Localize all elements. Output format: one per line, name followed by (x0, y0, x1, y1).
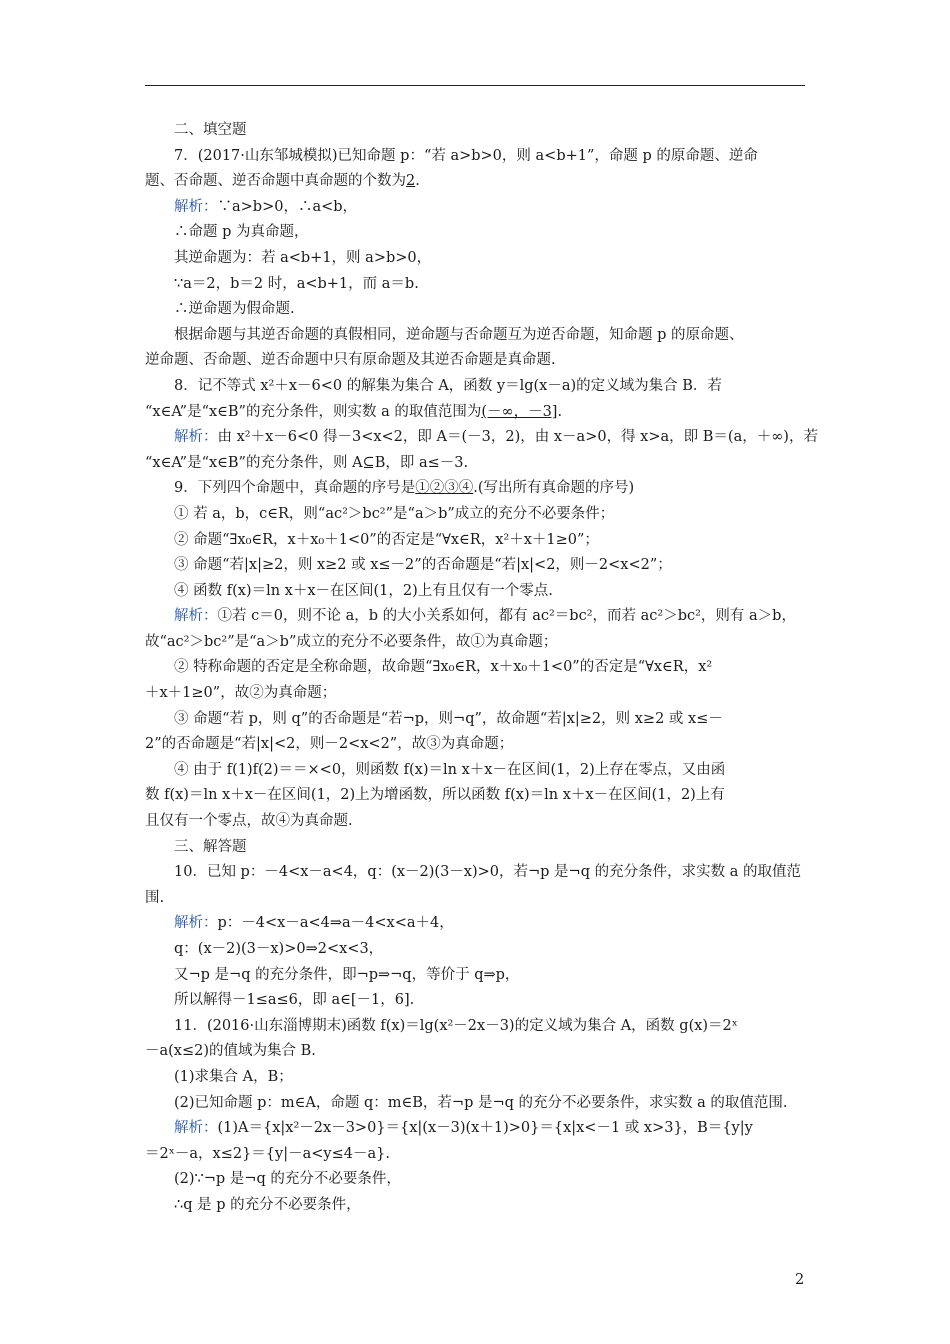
text-run: 根据命题与其逆否命题的真假相同，逆命题与否命题互为逆否命题，知命题 p 的原命题、 (174, 326, 744, 343)
text-line (145, 1193, 805, 1219)
text-line (145, 783, 805, 809)
text-run: 围. (145, 889, 165, 906)
text-line (145, 246, 805, 272)
text-line (145, 400, 805, 426)
text-run: 其逆命题为：若 a<b+1，则 a>b>0， (174, 249, 432, 266)
text-run: “x∈A”是“x∈B”的充分条件，则实数 a 的取值范围为 (145, 403, 482, 420)
text-line (145, 655, 805, 681)
analysis-label: 解析： (174, 915, 218, 932)
text-run: ＋x＋1≥0”，故②为真命题； (145, 685, 337, 702)
text-run: ∵a>b>0，∴a<b， (217, 198, 358, 215)
text-run: ① 若 a，b，c∈R，则“ac²＞bc²”是“a＞b”成立的充分不必要条件； (174, 505, 615, 522)
text-line (145, 1014, 805, 1040)
text-run: ② 特称命题的否定是全称命题，故命题“∃x₀∈R，x＋x₀＋1<0”的否定是“∀x∈R，x² (174, 659, 713, 676)
text-run: “x∈A”是“x∈B”的充分条件，则 A⊆B，即 a≤－3. (145, 454, 469, 471)
text-line (145, 528, 805, 554)
text-run: 由 x²＋x－6<0 得－3<x<2，即 A＝(－3，2)，由 x－a>0，得 x>a，即 B＝(a，＋∞)，若 (217, 429, 818, 446)
text-line (145, 169, 805, 195)
text-run: (1)求集合 A，B； (174, 1068, 293, 1085)
text-line (145, 809, 805, 835)
analysis-label: 解析： (174, 198, 218, 215)
text-run: 数 f(x)＝ln x＋x－在区间(1，2)上为增函数，所以函数 f(x)＝ln x＋x－在区间(1，2)上有 (145, 787, 725, 804)
text-run: 11．(2016·山东淄博期末)函数 f(x)＝lg(x²－2x－3)的定义域为集合 A，函数 g(x)＝2ˣ (174, 1017, 738, 1034)
text-run: 又¬p 是¬q 的充分条件，即¬p⇒¬q，等价于 q⇒p， (174, 966, 520, 983)
text-line (145, 144, 805, 170)
text-line (145, 963, 805, 989)
text-run: (2)已知命题 p：m∈A，命题 q：m∈B，若¬p 是¬q 的充分不必要条件，求实数 a 的取值范围. (174, 1094, 788, 1111)
text-run: 逆命题、否命题、逆否命题中只有原命题及其逆否命题是真命题. (145, 352, 556, 369)
text-run: ＝2ˣ－a，x≤2}＝{y|－a<y≤4－a}. (145, 1145, 390, 1162)
text-run: . (415, 173, 420, 190)
text-line (145, 1091, 805, 1117)
text-run: 8．记不等式 x²＋x－6<0 的解集为集合 A，函数 y＝lg(x－a)的定义域为集合 B．若 (174, 377, 722, 394)
text-line (145, 1065, 805, 1091)
text-line (145, 195, 805, 221)
text-run: 二、填空题 (174, 122, 247, 138)
text-run: ①若 c＝0，则不论 a，b 的大小关系如何，都有 ac²＝bc²，而若 ac²＞bc²，则有 a＞b， (217, 608, 796, 625)
text-line (145, 1116, 805, 1142)
text-line (145, 860, 805, 886)
text-line (145, 1142, 805, 1168)
text-run: ③ 命题“若|x|≥2，则 x≥2 或 x≤－2”的否命题是“若|x|<2，则－2<x<2”； (174, 557, 672, 574)
text-run: p：－4<x－a<4⇒a－4<x<a＋4， (217, 915, 454, 932)
text-run: q：(x－2)(3－x)>0⇒2<x<3， (174, 941, 384, 957)
text-line (145, 937, 805, 963)
text-run: .(写出所有真命题的序号) (473, 480, 635, 497)
text-line (145, 630, 805, 656)
text-run: 所以解得－1≤a≤6，即 a∈[－1，6]. (174, 992, 415, 1009)
text-run: 7．(2017·山东邹城模拟)已知命题 p：“若 a>b>0，则 a<b+1”，命题 p 的原命题、逆命 (174, 147, 758, 164)
analysis-label: 解析： (174, 608, 218, 625)
text-line (145, 272, 805, 298)
text-run: ∴逆命题为假命题. (174, 301, 295, 318)
header-rule (145, 85, 805, 86)
text-line (145, 732, 805, 758)
text-line (145, 297, 805, 323)
text-run: . (557, 403, 563, 420)
text-line (145, 118, 805, 144)
analysis-label: 解析： (174, 429, 218, 446)
text-run: ④ 由于 f(1)f(2)＝＝×<0，则函数 f(x)＝ln x＋x－在区间(1，2)上存在零点，又由函 (174, 761, 726, 778)
text-run: ∴q 是 p 的充分不必要条件， (174, 1196, 361, 1213)
text-run: 10．已知 p：－4<x－a<4，q：(x－2)(3－x)>0，若¬p 是¬q 的充分条件，求实数 a 的取值范 (174, 864, 801, 881)
text-run: (2)∵¬p 是¬q 的充分不必要条件， (174, 1171, 401, 1188)
document-body (145, 118, 818, 1219)
text-run: 故“ac²＞bc²”是“a＞b”成立的充分不必要条件，故①为真命题； (145, 633, 558, 650)
text-run: 9．下列四个命题中，真命题的序号是 (174, 480, 416, 497)
text-run: 2”的否命题是“若|x|<2，则－2<x<2”，故③为真命题； (145, 736, 514, 753)
text-line (145, 348, 805, 374)
text-line (145, 681, 805, 707)
text-line (145, 502, 805, 528)
text-run: ∵a＝2，b＝2 时，a<b+1，而 a＝b. (174, 275, 419, 292)
text-line (145, 886, 805, 912)
answer-blank: (－∞，－3] (481, 403, 558, 420)
text-run: (1)A＝{x|x²－2x－3>0}＝{x|(x－3)(x＋1)>0}＝{x|x<－1 或 x>3}，B＝{y|y (217, 1120, 753, 1137)
page-number: 2 (795, 1272, 805, 1288)
text-line (145, 1167, 805, 1193)
text-line (145, 374, 805, 400)
text-line (145, 1039, 805, 1065)
text-line (145, 553, 805, 579)
text-line (145, 451, 805, 477)
text-run: 三、解答题 (174, 838, 247, 855)
text-line (145, 604, 805, 630)
text-line (145, 707, 805, 733)
text-line (145, 425, 818, 451)
text-line (145, 835, 805, 861)
text-run: 且仅有一个零点，故④为真命题. (145, 813, 353, 830)
text-line (145, 988, 805, 1014)
answer-blank: 2 (406, 173, 416, 190)
text-run: ③ 命题“若 p，则 q”的否命题是“若¬p，则¬q”，故命题“若|x|≥2，则 x≥2 或 x≤－ (174, 710, 723, 727)
text-line (145, 220, 805, 246)
text-line (145, 579, 805, 605)
text-run: ② 命题“∃x₀∈R，x＋x₀＋1<0”的否定是“∀x∈R，x²＋x＋1≥0”； (174, 531, 599, 548)
text-run: ∴命题 p 为真命题， (174, 224, 309, 241)
text-run: ④ 函数 f(x)＝ln x＋x－在区间(1，2)上有且仅有一个零点. (174, 582, 553, 599)
text-line (145, 476, 805, 502)
analysis-label: 解析： (174, 1120, 218, 1137)
text-line (145, 758, 805, 784)
text-run: 题、否命题、逆否命题中真命题的个数为 (145, 173, 406, 190)
answer-blank: ①②③④ (415, 480, 474, 497)
text-run: －a(x≤2)的值域为集合 B. (145, 1043, 316, 1060)
text-line (145, 323, 805, 349)
text-line (145, 911, 805, 937)
